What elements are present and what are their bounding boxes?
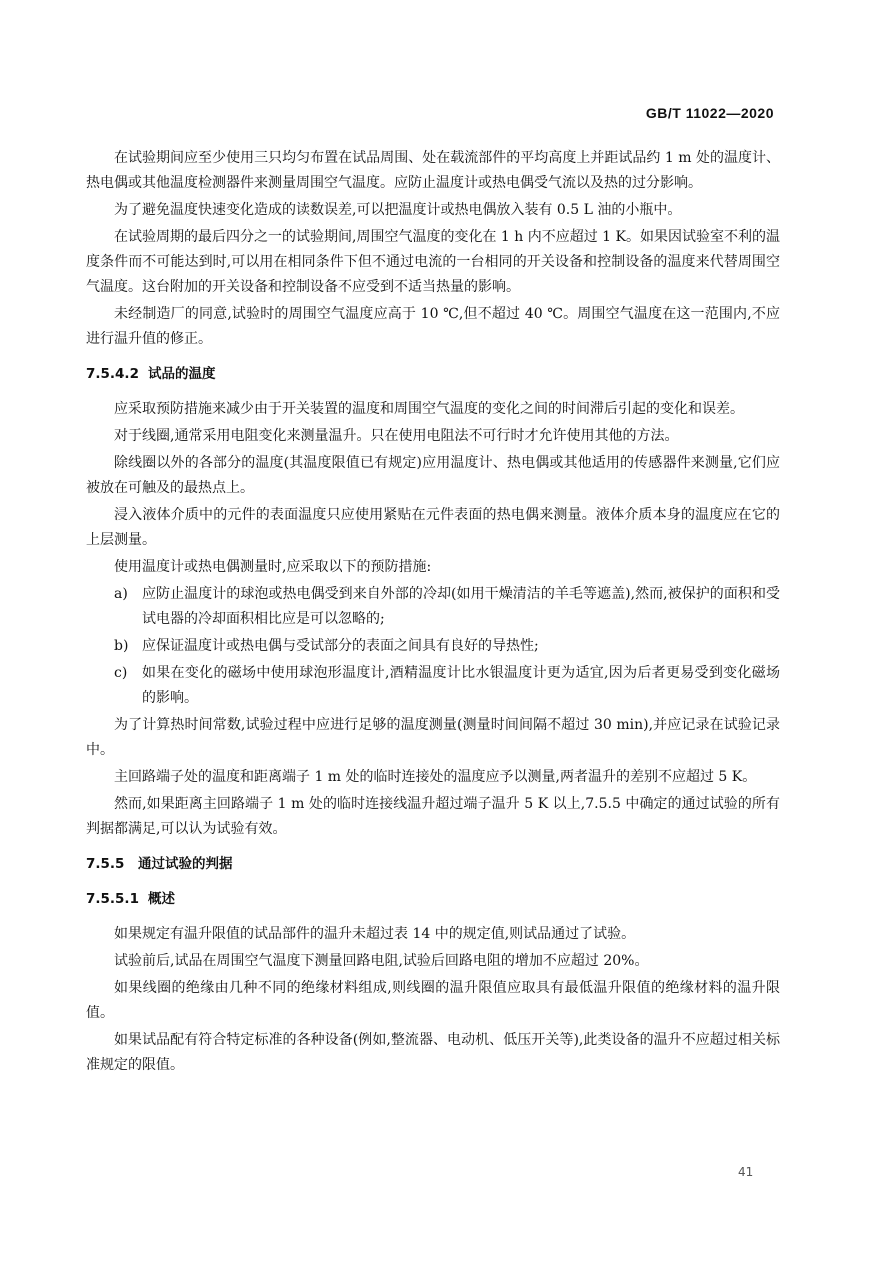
paragraph: 浸入液体介质中的元件的表面温度只应使用紧贴在元件表面的热电偶来测量。液体介质本身的温度应在它的上层测量。 (86, 507, 780, 548)
paragraph: 为了避免温度快速变化造成的读数误差,可以把温度计或热电偶放入装有 0.5 L 油的小瓶中。 (114, 202, 682, 218)
list-item (86, 634, 780, 659)
paragraph: 在试验期间应至少使用三只均匀布置在试品周围、处在载流部件的平均高度上并距试品约 1 m 处的温度计、热电偶或其他温度检测器件来测量周围空气温度。应防止温度计或热电偶受气流以及热的过分影响。 (86, 150, 780, 191)
section-title: 概述 (148, 891, 175, 907)
paragraph: 然而,如果距离主回路端子 1 m 处的临时连接线温升超过端子温升 5 K 以上,7.5.5 中确定的通过试验的所有判据都满足,可以认为试验有效。 (86, 796, 780, 837)
list-item (86, 582, 780, 632)
list-marker: a) (114, 586, 128, 602)
paragraph: 如果规定有温升限值的试品部件的温升未超过表 14 中的规定值,则试品通过了试验。 (114, 926, 636, 942)
paragraph: 为了计算热时间常数,试验过程中应进行足够的温度测量(测量时间间隔不超过 30 min),并应记录在试验记录中。 (86, 717, 780, 758)
paragraph: 在试验周期的最后四分之一的试验期间,周围空气温度的变化在 1 h 内不应超过 1 K。如果因试验室不利的温度条件而不可能达到时,可以用在相同条件下但不通过电流的一台相同的开关设备和控制设备的温度来代替周围空气温度。这台附加的开关设备和控制设备不应受到不适当热量的影响。 (86, 229, 780, 295)
paragraph: 应采取预防措施来减少由于开关装置的温度和周围空气温度的变化之间的时间滞后引起的变化和误差。 (114, 401, 744, 417)
paragraph: 未经制造厂的同意,试验时的周围空气温度应高于 10 ℃,但不超过 40 ℃。周围空气温度在这一范围内,不应进行温升值的修正。 (86, 306, 780, 347)
list-text: 如果在变化的磁场中使用球泡形温度计,酒精温度计比水银温度计更为适宜,因为后者更易受到变化磁场的影响。 (142, 665, 780, 706)
section-heading-7542 (86, 362, 780, 387)
list-text: 应保证温度计或热电偶与受试部分的表面之间具有良好的导热性; (142, 638, 539, 654)
paragraph: 试验前后,试品在周围空气温度下测量回路电阻,试验后回路电阻的增加不应超过 20%。 (114, 953, 649, 969)
list-marker: b) (114, 638, 129, 654)
page-content (86, 146, 780, 1080)
paragraph: 如果试品配有符合特定标准的各种设备(例如,整流器、电动机、低压开关等),此类设备的温升不应超过相关标准规定的限值。 (86, 1032, 780, 1073)
paragraph: 除线圈以外的各部分的温度(其温度限值已有规定)应用温度计、热电偶或其他适用的传感器件来测量,它们应被放在可触及的最热点上。 (86, 455, 780, 496)
section-number: 7.5.4.2 (86, 366, 139, 382)
standard-code: GB/T 11022—2020 (645, 105, 774, 121)
paragraph: 主回路端子处的温度和距离端子 1 m 处的临时连接处的温度应予以测量,两者温升的差别不应超过 5 K。 (114, 769, 757, 785)
list-item (86, 661, 780, 711)
list-marker: c) (114, 665, 128, 681)
section-number: 7.5.5 (86, 856, 125, 872)
section-number: 7.5.5.1 (86, 891, 139, 907)
page-number: 41 (738, 1165, 754, 1179)
section-title: 试品的温度 (148, 366, 216, 382)
list-text: 应防止温度计的球泡或热电偶受到来自外部的冷却(如用干燥清洁的羊毛等遮盖),然而,被保护的面积和受试电器的冷却面积相比应是可以忽略的; (142, 586, 780, 627)
paragraph: 使用温度计或热电偶测量时,应采取以下的预防措施: (114, 559, 432, 575)
section-title: 通过试验的判据 (138, 856, 233, 872)
paragraph: 对于线圈,通常采用电阻变化来测量温升。只在使用电阻法不可行时才允许使用其他的方法。 (114, 428, 679, 444)
section-heading-755 (86, 852, 780, 877)
section-heading-7551 (86, 887, 780, 912)
paragraph: 如果线圈的绝缘由几种不同的绝缘材料组成,则线圈的温升限值应取具有最低温升限值的绝缘材料的温升限值。 (86, 980, 780, 1021)
